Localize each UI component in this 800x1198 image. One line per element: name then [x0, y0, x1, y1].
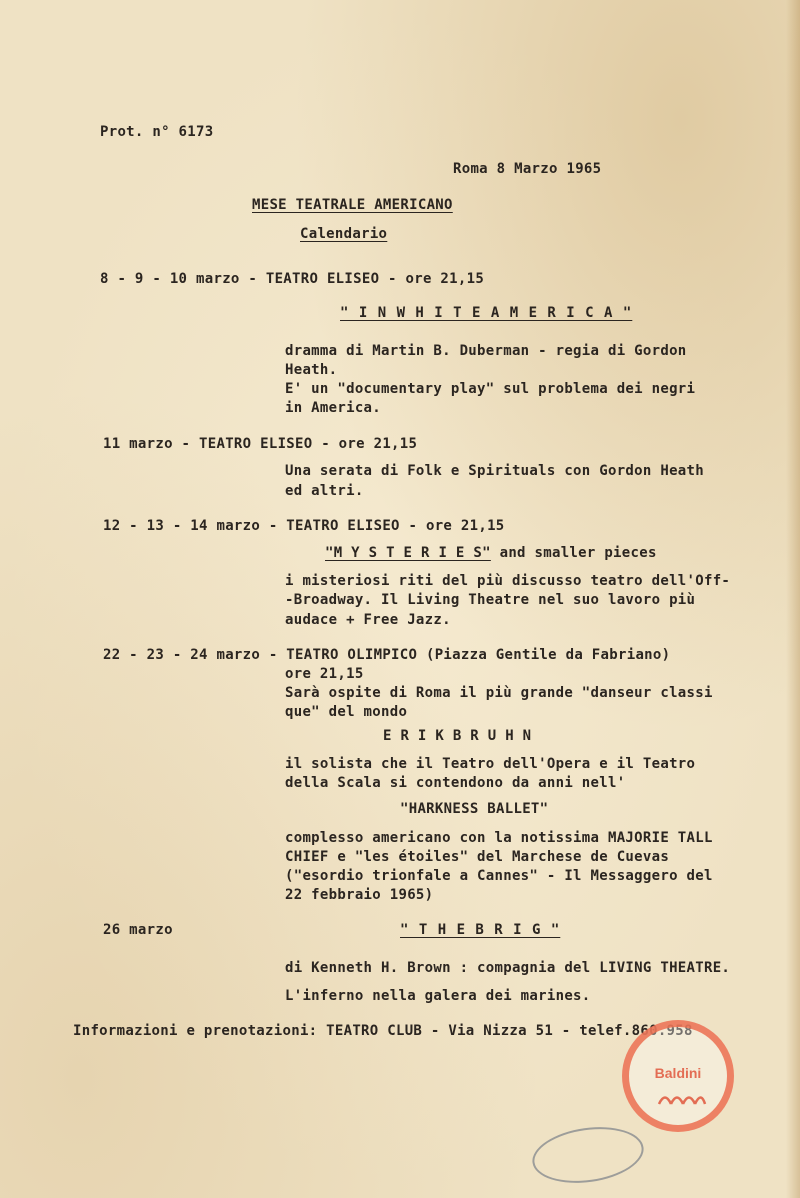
entry-5-line-1: di Kenneth H. Brown : compagnia del LIVING THEATRE.	[285, 960, 731, 976]
entry-2-line-2: ed altri.	[285, 483, 364, 499]
entry-4-company: "HARKNESS BALLET"	[400, 801, 549, 817]
entry-5-show-title: " T H E B R I G "	[400, 922, 561, 938]
entry-3-line-3: audace + Free Jazz.	[285, 612, 451, 628]
stamp-label: Baldini	[654, 1065, 702, 1081]
library-stamp	[622, 1020, 734, 1132]
entry-4-line-b2: della Scala si contendono da anni nell'	[285, 775, 626, 791]
entry-4-line-a2: Sarà ospite di Roma il più grande "danseur classi	[285, 685, 713, 701]
entry-4-dates: 22 - 23 - 24 marzo - TEATRO OLIMPICO (Piazza Gentile da Fabriano)	[103, 647, 671, 663]
stamp-arches-icon	[657, 1089, 707, 1105]
entry-3-dates: 12 - 13 - 14 marzo - TEATRO ELISEO - ore 21,15	[103, 518, 505, 534]
archive-oval-stamp	[529, 1120, 647, 1189]
entry-2-line-1: Una serata di Folk e Spirituals con Gordon Heath	[285, 463, 704, 479]
footer-information: Informazioni e prenotazioni: TEATRO CLUB - Via Nizza 51 - telef.860.958	[73, 1023, 693, 1039]
paper-edge-shadow	[786, 0, 800, 1198]
entry-4-line-c1: complesso americano con la notissima MAJORIE TALL	[285, 830, 713, 846]
entry-2-dates: 11 marzo - TEATRO ELISEO - ore 21,15	[103, 436, 418, 452]
document-subtitle: Calendario	[300, 226, 388, 242]
entry-4-line-b1: il solista che il Teatro dell'Opera e il Teatro	[285, 756, 696, 772]
entry-3-line-1: i misteriosi riti del più discusso teatro dell'Off-	[285, 573, 731, 589]
protocol-number: Prot. n° 6173	[100, 124, 214, 140]
entry-3-line-2: -Broadway. Il Living Theatre nel suo lavoro più	[285, 592, 696, 608]
entry-1-line-2: Heath.	[285, 362, 338, 378]
entry-4-line-a3: que" del mondo	[285, 704, 408, 720]
entry-4-performer: E R I K B R U H N	[383, 728, 532, 744]
entry-4-line-a1: ore 21,15	[285, 666, 364, 682]
entry-4-line-c3: ("esordio trionfale a Cannes" - Il Messaggero del	[285, 868, 713, 884]
entry-5-line-2: L'inferno nella galera dei marines.	[285, 988, 591, 1004]
entry-1-line-3: E' un "documentary play" sul problema dei negri	[285, 381, 696, 397]
place-date: Roma 8 Marzo 1965	[453, 161, 602, 177]
entry-4-line-c2: CHIEF e "les étoiles" del Marchese de Cuevas	[285, 849, 670, 865]
entry-1-dates: 8 - 9 - 10 marzo - TEATRO ELISEO - ore 21,15	[100, 271, 485, 287]
entry-5-dates: 26 marzo	[103, 922, 173, 938]
entry-3-show-title: "M Y S T E R I E S"	[325, 545, 491, 561]
entry-1-line-4: in America.	[285, 400, 382, 416]
entry-3-show-line	[325, 543, 657, 563]
document-title: MESE TEATRALE AMERICANO	[252, 197, 453, 213]
entry-1-show-title: " I N W H I T E A M E R I C A "	[340, 305, 633, 321]
entry-4-line-c4: 22 febbraio 1965)	[285, 887, 434, 903]
entry-3-show-suffix: and smaller pieces	[490, 545, 657, 561]
entry-1-line-1: dramma di Martin B. Duberman - regia di Gordon	[285, 343, 687, 359]
